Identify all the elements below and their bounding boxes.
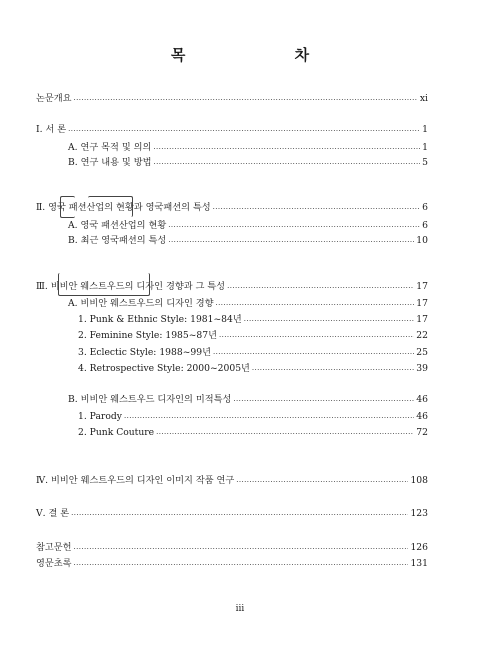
leader-dots — [233, 396, 414, 406]
toc-entry-page: 17 — [416, 298, 428, 309]
toc-entry-page: 17 — [416, 314, 428, 325]
toc-entry-page: 6 — [422, 202, 428, 213]
toc-entry-page: 126 — [410, 542, 428, 553]
toc-entry-page: 46 — [416, 394, 428, 405]
toc-entry-page: 10 — [416, 235, 428, 246]
toc-entry-2b — [68, 235, 428, 247]
toc-entry-label: Ⅲ. 비비안 웨스트우드의 디자인 경향과 그 특성 — [36, 281, 226, 292]
leader-dots — [68, 126, 420, 136]
toc-entry-1b — [68, 157, 428, 169]
handwritten-bracket-mark — [58, 273, 150, 296]
handwritten-bracket-mark — [88, 196, 133, 217]
toc-entry-3a-3 — [78, 347, 428, 359]
toc-entry-page: 17 — [416, 281, 428, 292]
toc-entry-label: 참고문헌 — [36, 542, 72, 553]
toc-entry-1a — [68, 142, 428, 154]
page-title: 목 차 — [170, 46, 362, 64]
leader-dots — [244, 316, 415, 326]
toc-entry-label: 1. Parody — [78, 411, 122, 422]
leader-dots — [156, 429, 414, 439]
leader-dots — [74, 544, 409, 554]
toc-entry-label: A. 연구 목적 및 의의 — [68, 142, 152, 153]
toc-entry-page: xi — [419, 93, 428, 104]
handwritten-bracket-mark — [60, 196, 75, 218]
toc-entry-3a-4 — [78, 363, 428, 375]
toc-entry-page: 72 — [416, 427, 428, 438]
toc-entry-chapter-1 — [36, 124, 428, 136]
toc-entry-label: B. 비비안 웨스트우드 디자인의 미적특성 — [68, 394, 232, 405]
leader-dots — [74, 95, 418, 105]
toc-entry-references — [36, 542, 428, 554]
toc-entry-label: Ⅳ. 비비안 웨스트우드의 디자인 이미지 작품 연구 — [36, 475, 235, 486]
toc-entry-3b — [68, 394, 428, 406]
leader-dots — [213, 349, 414, 359]
toc-entry-3a-1 — [78, 314, 428, 326]
toc-entry-page: 123 — [410, 508, 428, 519]
toc-entry-label: B. 연구 내용 및 방법 — [68, 157, 152, 168]
toc-entry-page: 1 — [422, 124, 428, 135]
toc-entry-label: 논문개요 — [36, 93, 72, 104]
toc-entry-chapter-5 — [36, 508, 428, 520]
leader-dots — [153, 144, 420, 154]
toc-entry-label: 2. Punk Couture — [78, 427, 155, 438]
toc-entry-label: A. 영국 패션산업의 현황 — [68, 220, 167, 231]
toc-entry-english-abstract — [36, 558, 428, 570]
leader-dots — [252, 365, 414, 375]
toc-entry-3a — [68, 298, 428, 310]
toc-entry-page: 25 — [416, 347, 428, 358]
toc-entry-label: Ⅰ. 서 론 — [36, 124, 67, 135]
toc-entry-3b-1 — [78, 411, 428, 423]
toc-entry-page: 6 — [422, 220, 428, 231]
leader-dots — [71, 510, 408, 520]
toc-entry-3a-2 — [78, 330, 428, 342]
leader-dots — [74, 560, 409, 570]
leader-dots — [153, 159, 420, 169]
leader-dots — [168, 222, 420, 232]
toc-entry-label: Ⅴ. 결 론 — [36, 508, 70, 519]
toc-entry-page: 5 — [422, 157, 428, 168]
toc-entry-page: 46 — [416, 411, 428, 422]
toc-entry-page: 108 — [410, 475, 428, 486]
toc-entry-chapter-4 — [36, 475, 428, 487]
toc-entry-label: 4. Retrospective Style: 2000~2005년 — [78, 363, 250, 374]
leader-dots — [213, 204, 420, 214]
toc-entry-page: 131 — [410, 558, 428, 569]
toc-entry-label: 2. Feminine Style: 1985~87년 — [78, 330, 217, 341]
leader-dots — [168, 237, 414, 247]
toc-entry-page: 22 — [416, 330, 428, 341]
toc-entry-abstract — [36, 93, 428, 105]
toc-entry-page: 39 — [416, 363, 428, 374]
toc-entry-label: 1. Punk & Ethnic Style: 1981~84년 — [78, 314, 242, 325]
leader-dots — [124, 413, 414, 423]
leader-dots — [227, 283, 414, 293]
toc-entry-label: 영문초록 — [36, 558, 72, 569]
leader-dots — [219, 332, 414, 342]
toc-entry-label: Ⅱ. 영국 패션산업의 현황과 영국패션의 특성 — [36, 202, 211, 213]
toc-entry-label: 3. Eclectic Style: 1988~99년 — [78, 347, 211, 358]
toc-entry-label: B. 최근 영국패션의 특성 — [68, 235, 167, 246]
leader-dots — [216, 300, 415, 310]
toc-entry-label: A. 비비안 웨스트우드의 디자인 경향 — [68, 298, 214, 309]
toc-entry-2a — [68, 220, 428, 232]
page-number: iii — [235, 604, 245, 614]
toc-entry-page: 1 — [422, 142, 428, 153]
leader-dots — [236, 477, 408, 487]
toc-entry-3b-2 — [78, 427, 428, 439]
